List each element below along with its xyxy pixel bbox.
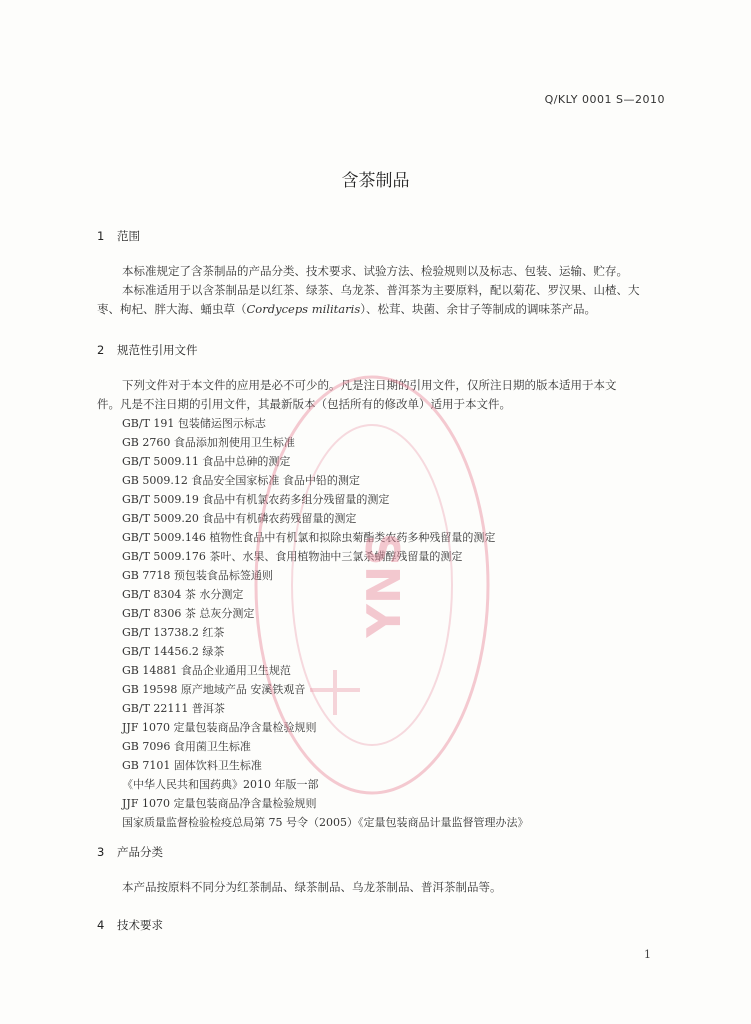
- section-2-intro: [97, 376, 672, 414]
- reference-item: 《中华人民共和国药典》2010 年版一部: [122, 778, 319, 791]
- paragraph: 本产品按原料不同分为红茶制品、绿茶制品、乌龙茶制品、普洱茶制品等。: [122, 880, 502, 894]
- reference-item: GB/T 13738.2 红茶: [122, 626, 225, 639]
- section-4-heading: [97, 917, 163, 933]
- reference-item: 国家质量监督检验检疫总局第 75 号令（2005）《定量包装商品计量监督管理办法》: [122, 816, 529, 829]
- section-1-body: [97, 262, 672, 319]
- document-title: 含茶制品: [341, 171, 410, 191]
- paragraph: 下列文件对于本文件的应用是必不可少的。凡是注日期的引用文件，仅所注日期的版本适用于本文: [122, 378, 617, 392]
- reference-item: GB 7718 预包装食品标签通则: [122, 569, 273, 582]
- seal-glyph: [310, 670, 360, 715]
- paragraph: 本标准规定了含茶制品的产品分类、技术要求、试验方法、检验规则以及标志、包装、运输、贮存。: [122, 264, 628, 278]
- section-number: 2: [97, 343, 105, 357]
- reference-item: GB 7101 固体饮料卫生标准: [122, 759, 262, 772]
- reference-item: GB/T 22111 普洱茶: [122, 702, 225, 715]
- reference-item: GB/T 8306 茶 总灰分测定: [122, 607, 255, 620]
- text-run: 枣、枸杞、胖大海、蛹虫草（: [97, 302, 247, 316]
- paragraph-continuation: 件。凡是不注日期的引用文件，其最新版本（包括所有的修改单）适用于本文件。: [97, 397, 511, 411]
- reference-item: GB 2760 食品添加剂使用卫生标准: [122, 436, 295, 449]
- reference-item: GB 14881 食品企业通用卫生规范: [122, 664, 291, 677]
- reference-item: GB/T 191 包装储运图示标志: [122, 417, 266, 430]
- reference-item: GB 7096 食用菌卫生标准: [122, 740, 251, 753]
- paragraph-continuation: [97, 300, 672, 319]
- reference-item: JJF 1070 定量包装商品净含量检验规则: [122, 797, 317, 810]
- section-title: 技术要求: [117, 918, 163, 932]
- reference-item: GB/T 5009.20 食品中有机磷农药残留量的测定: [122, 512, 357, 525]
- reference-item: GB/T 5009.146 植物性食品中有机氯和拟除虫菊酯类农药多种残留量的测定: [122, 531, 496, 544]
- reference-item: GB/T 5009.11 食品中总砷的测定: [122, 455, 291, 468]
- page-number: 1: [644, 948, 651, 961]
- standard-code: Q/KLY 0001 S—2010: [544, 93, 665, 106]
- seal-monogram-text: YNS: [357, 532, 411, 638]
- section-number: 1: [97, 229, 105, 243]
- reference-item: GB 5009.12 食品安全国家标准 食品中铅的测定: [122, 474, 360, 487]
- section-number: 4: [97, 918, 105, 932]
- reference-item: GB/T 8304 茶 水分测定: [122, 588, 244, 601]
- section-1-heading: [97, 228, 140, 244]
- section-title: 规范性引用文件: [117, 343, 198, 357]
- reference-item: GB 19598 原产地域产品 安溪铁观音: [122, 683, 306, 696]
- reference-item: GB/T 5009.19 食品中有机氯农药多组分残留量的测定: [122, 493, 390, 506]
- section-number: 3: [97, 845, 105, 859]
- paragraph: 本标准适用于以含茶制品是以红茶、绿茶、乌龙茶、普洱茶为主要原料，配以菊花、罗汉果、山楂、大: [122, 283, 640, 297]
- reference-item: GB/T 5009.176 茶叶、水果、食用植物油中三氯杀螨醇残留量的测定: [122, 550, 463, 563]
- reference-item: JJF 1070 定量包装商品净含量检验规则: [122, 721, 317, 734]
- section-3-body: [97, 878, 672, 897]
- section-2-heading: [97, 342, 198, 358]
- reference-item: GB/T 14456.2 绿茶: [122, 645, 225, 658]
- section-title: 范围: [117, 229, 140, 243]
- text-run: ）、松茸、块菌、余甘子等制成的调味茶产品。: [360, 302, 596, 316]
- section-3-heading: [97, 844, 163, 860]
- latin-name: Cordyceps militaris: [246, 302, 361, 316]
- section-title: 产品分类: [117, 845, 163, 859]
